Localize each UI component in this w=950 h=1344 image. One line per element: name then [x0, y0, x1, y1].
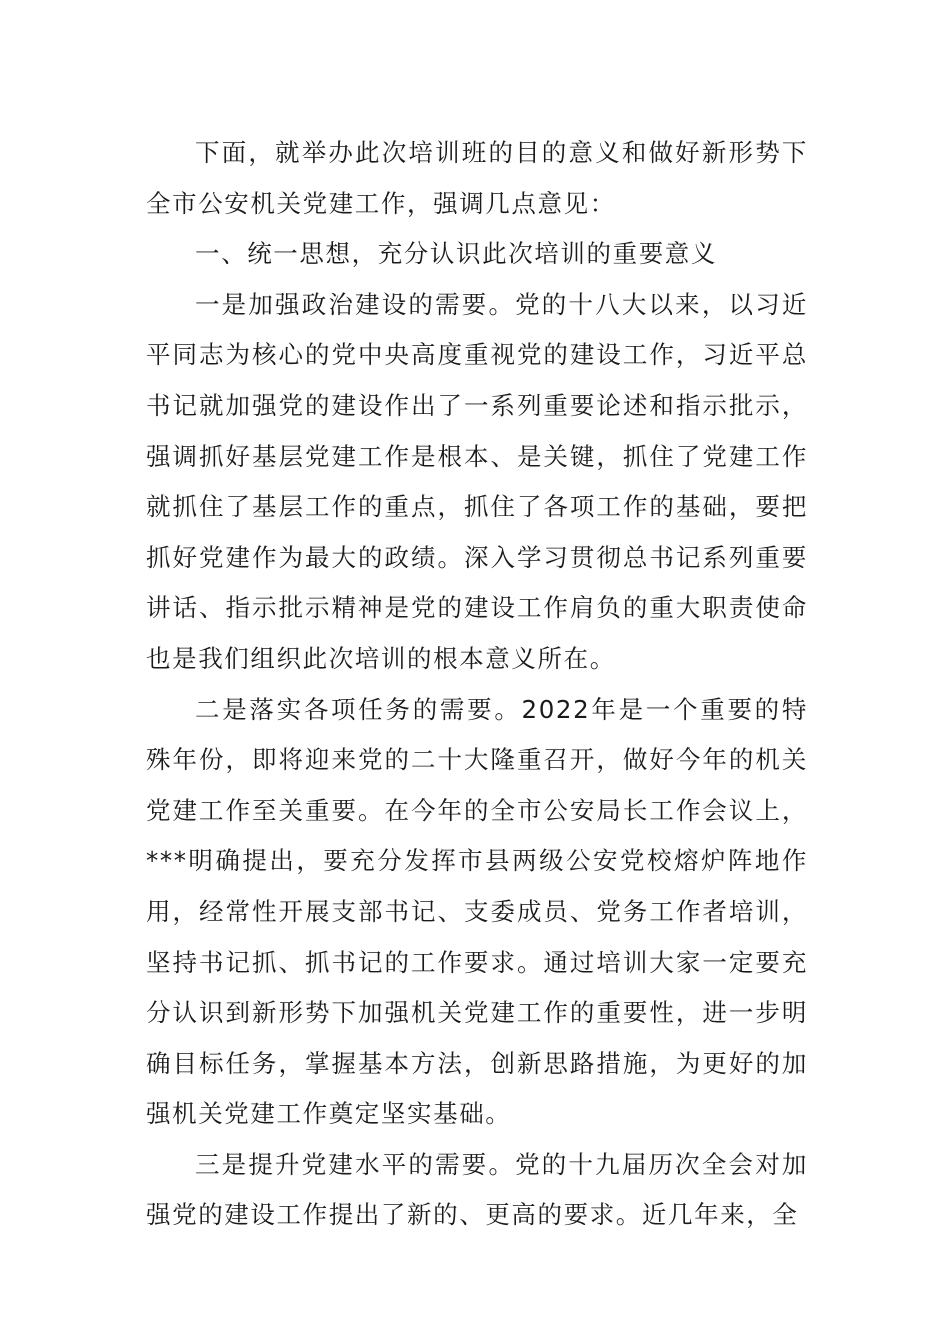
point-2-paragraph: 二是落实各项任务的需要。2022年是一个重要的特殊年份，即将迎来党的二十大隆重召开，做好今年的机关党建工作至关重要。在今年的全市公安局长工作会议上，***明确提出，要充分发挥市县两级公安党校熔炉阵地作用，经常性开展支部书记、支委成员、党务工作者培训，坚持书记抓、抓书记的工作要求。通过培训大家一定要充分认识到新形势下加强机关党建工作的重要性，进一步明确目标任务，掌握基本方法，创新思路措施，为更好的加强机关党建工作奠定坚实基础。	[146, 694, 808, 1129]
point-3-paragraph: 三是提升党建水平的需要。党的十九届历次全会对加强党的建设工作提出了新的、更高的要求。近几年来，全	[146, 1149, 808, 1230]
point-1-paragraph: 一是加强政治建设的需要。党的十八大以来，以习近平同志为核心的党中央高度重视党的建设工作，习近平总书记就加强党的建设作出了一系列重要论述和指示批示，强调抓好基层党建工作是根本、是关键，抓住了党建工作就抓住了基层工作的重点，抓住了各项工作的基础，要把抓好党建作为最大的政绩。深入学习贯彻总书记系列重要讲话、指示批示精神是党的建设工作肩负的重大职责使命也是我们组织此次培训的根本意义所在。	[146, 289, 808, 673]
intro-paragraph: 下面，就举办此次培训班的目的意义和做好新形势下全市公安机关党建工作，强调几点意见：	[146, 138, 808, 218]
section-heading-1: 一、统一思想，充分认识此次培训的重要意义	[195, 239, 717, 269]
document-body	[146, 128, 808, 1241]
